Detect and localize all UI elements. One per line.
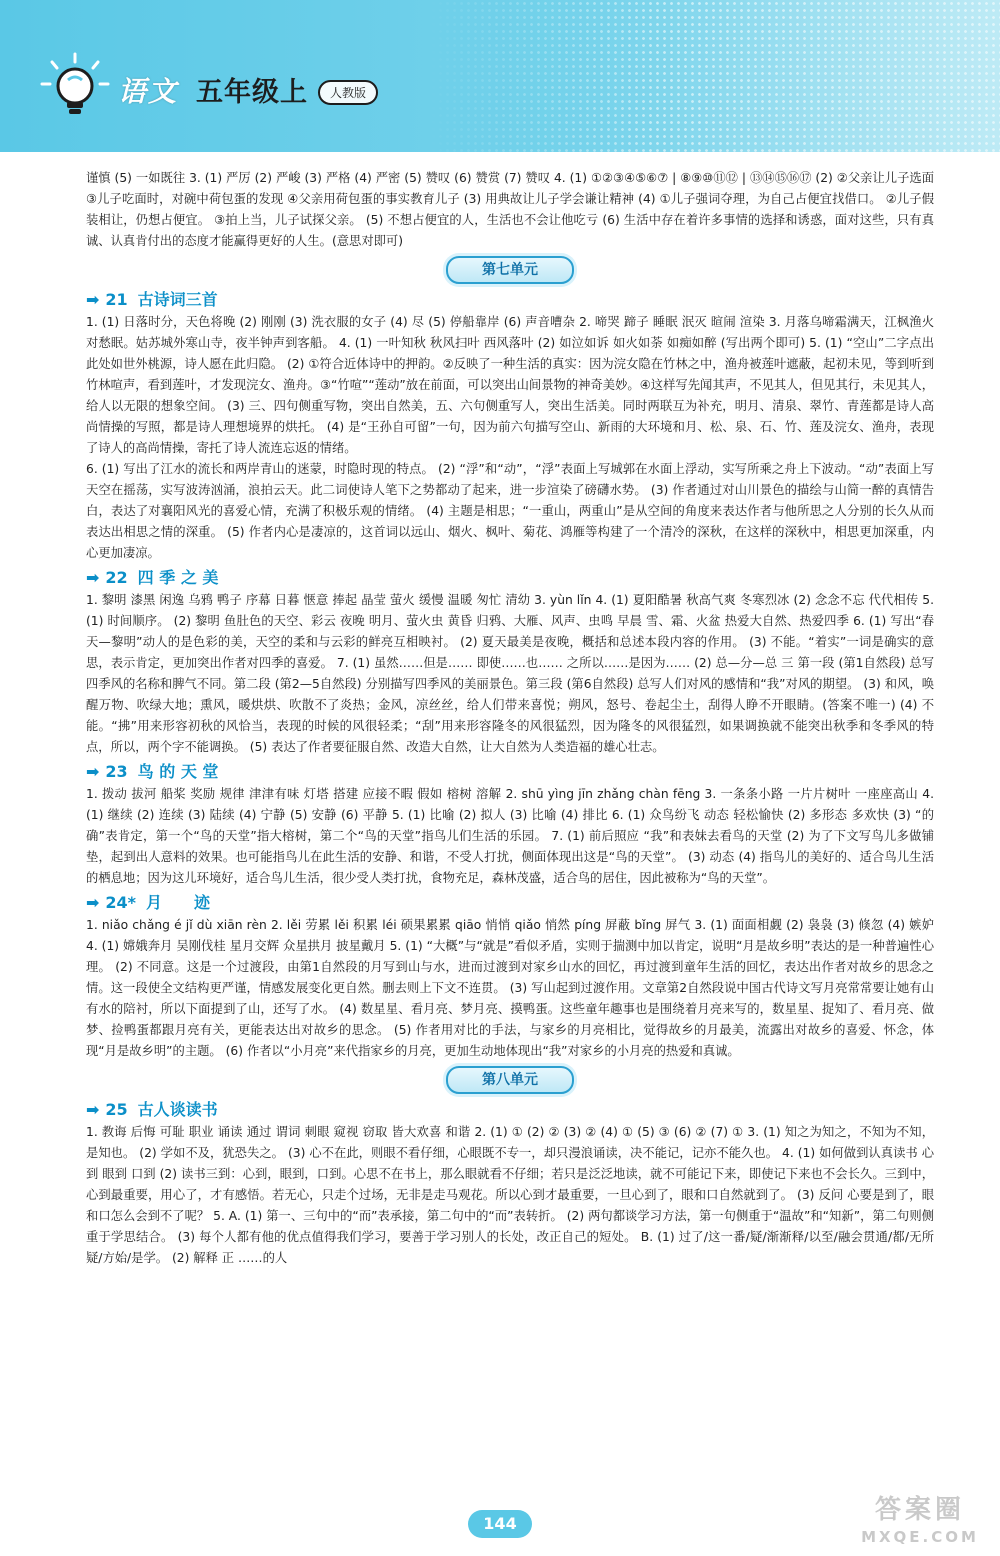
unit-heading <box>86 1066 934 1094</box>
lesson-title: 古诗词三首 <box>137 290 218 309</box>
lesson-heading <box>86 891 934 915</box>
page-header <box>0 0 1000 152</box>
arrow-icon: ➡ <box>86 893 100 912</box>
lesson-heading <box>86 288 934 312</box>
answer-paragraph: 6. (1) 写出了江水的流长和两岸青山的迷蒙，时隐时现的特点。 (2) “浮”和“动”，“浮”表面上写城郭在水面上浮动，实写所乘之舟上下波动。“动”表面上写天空在摇荡，实写波涛汹涌，浪拍云天。此二词使诗人笔下之势都动了起来，进一步渲染了磅礴水势。 (3) 作者通过对山川景色的描绘与山简一醉的真情告白，表达了对襄阳风光的喜爱心情，充满了积极乐观的情绪。 (4) 主题是相思；“一重山，两重山”是从空间的角度来表达作者与他所思之人分别的长久从而表达出相思之情的深重。 (5) 作者内心是凄凉的，这首词以远山、烟火、枫叶、菊花、鸿雁等构建了一个清冷的深秋，在这样的深秋中，相思更加深重，内心更加凄凉。 <box>86 462 934 560</box>
lesson-title: 月 迹 <box>146 893 211 912</box>
lesson-heading <box>86 1098 934 1122</box>
lesson-number: 23 <box>105 762 128 781</box>
unit-heading <box>86 256 934 284</box>
lesson-title: 四 季 之 美 <box>137 568 219 587</box>
arrow-icon: ➡ <box>86 568 100 587</box>
grade-title: 五年级上 <box>196 77 308 108</box>
edition-badge: 人教版 <box>318 80 378 105</box>
lesson-number: 25 <box>105 1100 128 1119</box>
subject-logo: 语文 <box>118 75 179 108</box>
lesson-heading <box>86 760 934 784</box>
lesson-heading <box>86 566 934 590</box>
page-number: 144 <box>468 1510 532 1538</box>
answer-paragraph: 谨慎 (5) 一如既往 3. (1) 严厉 (2) 严峻 (3) 严格 (4) 严密 (5) 赞叹 (6) 赞赏 (7) 赞叹 4. (1) ①②③④⑤⑥⑦ | ⑧⑨⑩⑪⑫ | ⑬⑭⑮⑯⑰ (2) ②父亲让儿子选面 ③儿子吃面时，对碗中荷包蛋的发现 ④父亲用荷包蛋的事实教育儿子 (3) 用典故让儿子学会谦让精神 (4) ①儿子强词夺理，为自己占便宜找借口。 ②儿子假装相让，仍想占便宜。 ③拍上当，儿子试探父亲。 (5) 不想占便宜的人，生活也不会让他吃亏 (6) 生活中存在着许多事情的选择和诱惑，面对这些，只有真诚、认真肯付出的态度才能赢得更好的人生。(意思对即可) <box>86 171 934 248</box>
lightbulb-icon <box>40 52 110 122</box>
lesson-number: 24* <box>105 893 137 912</box>
answer-paragraph: 1. 拨动 拔河 船桨 奖励 规律 津津有味 灯塔 搭建 应接不暇 假如 榕树 溶解 2. shū yìng jīn zhǎng chàn fēng 3. 一条条小路 一片片树叶 一座座高山 4. (1) 继续 (2) 连续 (3) 陆续 (4) 宁静 (5) 安静 (6) 平静 5. (1) 比喻 (2) 拟人 (3) 比喻 (4) 排比 6. (1) 众鸟纷飞 动态 轻松愉快 (2) 多形态 多欢快 (3) “的确”表肯定，第一个“鸟的天堂”指大榕树，第二个“鸟的天堂”指鸟儿们生活的乐园。 7. (1) 前后照应 “我”和表妹去看鸟的天堂 (2) 为了下文写鸟儿多做铺垫，起到出人意料的效果。也可能指鸟儿在此生活的安静、和谐，不受人打扰，侧面体现出这是“鸟的天堂”。 (3) 动态 (4) 指鸟儿的美好的、适合鸟儿生活的栖息地；因为这儿环境好，适合鸟儿生活，很少受人类打扰，食物充足，森林茂盛，适合鸟的居住，因此被称为“鸟的天堂”。 <box>86 787 934 885</box>
lesson-number: 22 <box>105 568 128 587</box>
unit-banner: 第八单元 <box>446 1066 574 1094</box>
watermark-logo: 答案圈 <box>874 1495 965 1525</box>
lesson-number: 21 <box>105 290 128 309</box>
lesson-title: 古人谈读书 <box>137 1100 218 1119</box>
answer-paragraph: 1. (1) 日落时分，天色将晚 (2) 刚刚 (3) 洗衣服的女子 (4) 尽 (5) 停船靠岸 (6) 声音嘈杂 2. 啼哭 蹄子 睡眠 泯灭 暄闹 渲染 3. 月落乌啼霜满天，江枫渔火对愁眠。姑苏城外寒山寺，夜半钟声到客船。 4. (1) 一叶知秋 秋风扫叶 西风落叶 (2) 如泣如诉 如火如荼 如痴如醉 (写出两个即可) 5. (1) “空山”二字点出此处如世外桃源，诗人愿在此归隐。 (2) ①符合近体诗中的押韵。②反映了一种生活的真实：因为浣女隐在竹林之中，渔舟被莲叶遮蔽，起初未见，等到听到竹林喧声，看到莲叶，才发现浣女、渔舟。③“竹喧”“莲动”放在前面，可以突出山间景物的神奇美妙。④这样写先闻其声，不见其人，但见其行，未见其人，给人以无限的想象空间。 (3) 三、四句侧重写物，突出自然美，五、六句侧重写人，突出生活美。同时两联互为补充，明月、清泉、翠竹、青莲都是诗人高尚情操的写照，都是诗人理想境界的烘托。 (4) 是“王孙自可留”一句，因为前六句描写空山、新雨的大环境和月、松、泉、石、竹、莲及浣女、渔舟，表现了诗人的高尚情操，寄托了诗人流连忘返的情绪。 <box>86 315 934 455</box>
lesson-title: 鸟 的 天 堂 <box>137 762 219 781</box>
answer-paragraph: 1. 教诲 后悔 可耻 职业 诵读 通过 谓词 刺眼 窥视 窃取 皆大欢喜 和谐 2. (1) ① (2) ② (3) ② (4) ① (5) ③ (6) ② (7) ① 3. (1) 知之为知之，不知为不知，是知也。 (2) 学如不及，犹恐失之。 (3) 心不在此，则眼不看仔细，心眼既不专一，却只漫浪诵读，决不能记，记亦不能久也。 4. (1) 如何做到认真读书 心到 眼到 口到 (2) 读书三到：心到，眼到，口到。心思不在书上，那么眼就看不仔细；若只是泛泛地读，就不可能记下来，即使记下来也不会长久。三到中，心到最重要，用心了，才有感悟。若无心，只走个过场，无非是走马观花。所以心到才最重要，一旦心到了，眼和口自然就到了。 (3) 反问 心要是到了，眼和口怎么会到不了呢？ 5. A. (1) 第一、三句中的“而”表承接，第二句中的“而”表转折。 (2) 两句都谈学习方法，第一句侧重于“温故”和“知新”，第二句则侧重于学思结合。 (3) 每个人都有他的优点值得我们学习，要善于学习别人的长处，改正自己的短处。 B. (1) 过了/这一番/疑/渐渐释/以至/融会贯通/都/无所疑/方始/是学。 (2) 解释 正 ……的人 <box>86 1125 934 1265</box>
answer-paragraph: 1. niǎo chǎng é jǐ dù xiān rèn 2. lěi 劳累 lěi 积累 léi 硕果累累 qiāo 悄悄 qiǎo 悄然 píng 屏蔽 bǐng 屏气 3. (1) 面面相觑 (2) 袅袅 (3) 倏忽 (4) 嫉妒 4. (1) 嫦娥奔月 吴刚伐桂 星月交辉 众星拱月 披星戴月 5. (1) “大概”与“就是”看似矛盾，实则于揣测中加以肯定，说明“月是故乡明”表达的是一种普遍性心理。 (2) 不同意。这是一个过渡段，由第1自然段的月写到山与水，进而过渡到对家乡山水的回忆，再过渡到童年生活的回忆，表达出作者对故乡的思念之情。这一段使全文结构更严谨，情感发展变化更自然。删去则上下文不连贯。 (3) 写山起到过渡作用。文章第2自然段说中国古代诗文写月亮常常要让她有山有水的陪衬，所以下面提到了山，还写了水。 (4) 数星星、看月亮、梦月亮、摸鸭蛋。这些童年趣事也是围绕着月亮来写的，数星星、捉知了、看月亮、做梦、捡鸭蛋都跟月亮有关，更能表达出对故乡的思念。 (5) 作者用对比的手法，与家乡的月亮相比，觉得故乡的月最美，流露出对故乡的喜爱、怀念，体现“月是故乡明”的主题。 (6) 作者以“小月亮”来代指家乡的月亮，更加生动地体现出“我”对家乡的小月亮的热爱和真诚。 <box>86 918 934 1058</box>
arrow-icon: ➡ <box>86 1100 100 1119</box>
watermark-url: MXQE.COM <box>861 1528 979 1546</box>
answer-paragraph: 1. 黎明 漆黑 闲逸 乌鸦 鸭子 序幕 日暮 惬意 捧起 晶莹 萤火 缓慢 温暖 匆忙 清幼 3. yùn lǐn 4. (1) 夏阳酷暑 秋高气爽 冬寒烈冰 (2) 念念不忘 代代相传 5. (1) 时间顺序。 (2) 黎明 鱼肚色的天空、彩云 夜晚 明月、萤火虫 黄昏 归鸦、大雁、风声、虫鸣 早晨 雪、霜、火盆 热爱大自然、热爱四季 6. (1) 写出“春天—黎明”动人的是色彩的美，天空的柔和与云彩的鲜亮互相映衬。 (2) 夏天最美是夜晚，概括和总述本段内容的作用。 (3) 不能。“着实”一词是确实的意思，表示肯定，更加突出作者对四季的喜爱。 7. (1) 虽然……但是…… 即使……也…… 之所以……是因为…… (2) 总—分—总 三 第一段 (第1自然段) 总写四季风的名称和脾气不同。第二段 (第2—5自然段) 分别描写四季风的美丽景色。第三段 (第6自然段) 总写人们对风的感情和“我”对风的期望。 (3) 和风，唤醒万物、吹绿大地；熏风，暖烘烘、吹散不了炎热；金风，凉丝丝，给人们带来喜悦；朔风，怒号、卷起尘土，刮得人睁不开眼睛。(答案不唯一) (4) 不能。“拂”用来形容初秋的风恰当，表现的时候的风很轻柔；“刮”用来形容隆冬的风很猛烈，因为隆冬的风很猛烈，如果调换就不能突出秋季和冬季风的特点，所以，两个字不能调换。 (5) 表达了作者要征服自然、改造大自然，让大自然为人类造福的雄心壮志。 <box>86 593 934 754</box>
arrow-icon: ➡ <box>86 290 100 309</box>
answer-content <box>86 168 934 1269</box>
arrow-icon: ➡ <box>86 762 100 781</box>
site-watermark <box>840 1494 1000 1556</box>
unit-banner: 第七单元 <box>446 256 574 284</box>
